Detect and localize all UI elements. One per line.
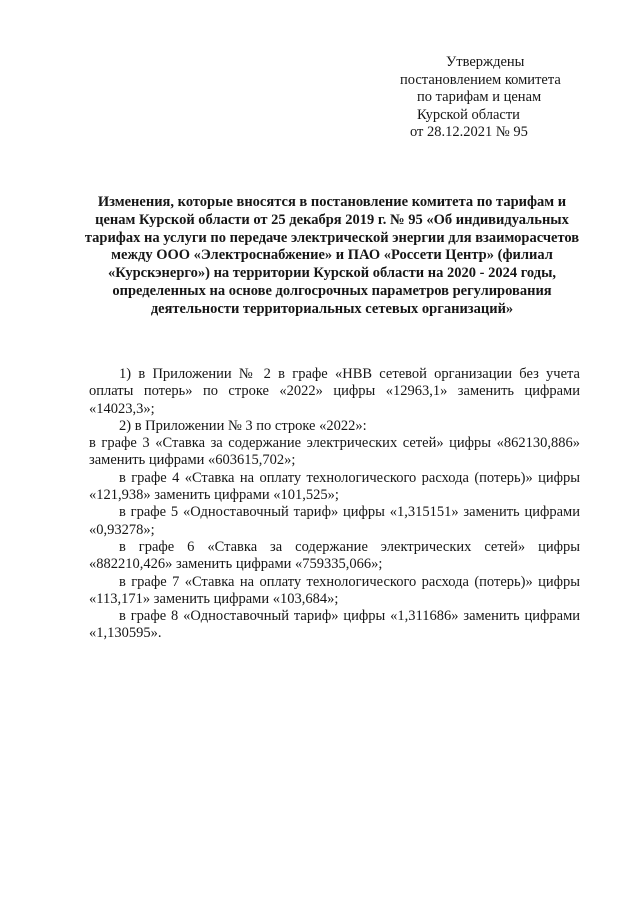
approval-line: по тарифам и ценам — [417, 89, 542, 105]
document-title: Изменения, которые вносятся в постановление комитета по тарифам и ценам Курской области от 25 декабря 2019 г. № 95 «Об индивидуальных тарифах на услуги по передаче электрической энергии для взаиморасчетов между ООО «Электроснабжение» и ПАО «Россети Центр» (филиал «Курскэнерго») на территории Курской области на 2020 - 2024 годы, определенных на основе долгосрочных параметров регулирования деятельности территориальных сетевых организаций» — [84, 194, 580, 317]
paragraph: в графе 4 «Ставка на оплату технологического расхода (потерь)» цифры «121,938» заменить цифрами «101,525»; — [89, 469, 580, 504]
approval-line: от 28.12.2021 № 95 — [410, 124, 528, 140]
paragraph: в графе 7 «Ставка на оплату технологического расхода (потерь)» цифры «113,171» заменить цифрами «103,684»; — [89, 573, 580, 607]
paragraph: 1) в Приложении № 2 в графе «НВВ сетевой организации без учета оплаты потерь» по строке «2022» цифры «12963,1» заменить цифрами «14023,3»; — [89, 366, 580, 417]
document-body — [89, 366, 580, 643]
paragraph: в графе 8 «Одноставочный тариф» цифры «1,311686» заменить цифрами «1,130595». — [89, 608, 580, 642]
paragraph: в графе 3 «Ставка за содержание электрических сетей» цифры «862130,886» заменить цифрами «603615,702»; — [89, 435, 580, 469]
approval-line: Утверждены — [446, 54, 525, 70]
approval-line: Курской области — [417, 106, 520, 123]
approval-stamp — [380, 54, 620, 142]
paragraph: в графе 5 «Одноставочный тариф» цифры «1,315151» заменить цифрами «0,93278»; — [89, 504, 580, 538]
paragraph: 2) в Приложении № 3 по строке «2022»: — [119, 417, 367, 434]
approval-line: постановлением комитета — [400, 71, 561, 88]
paragraph: в графе 6 «Ставка за содержание электрических сетей» цифры «882210,426» заменить цифрами «759335,066»; — [89, 538, 580, 573]
